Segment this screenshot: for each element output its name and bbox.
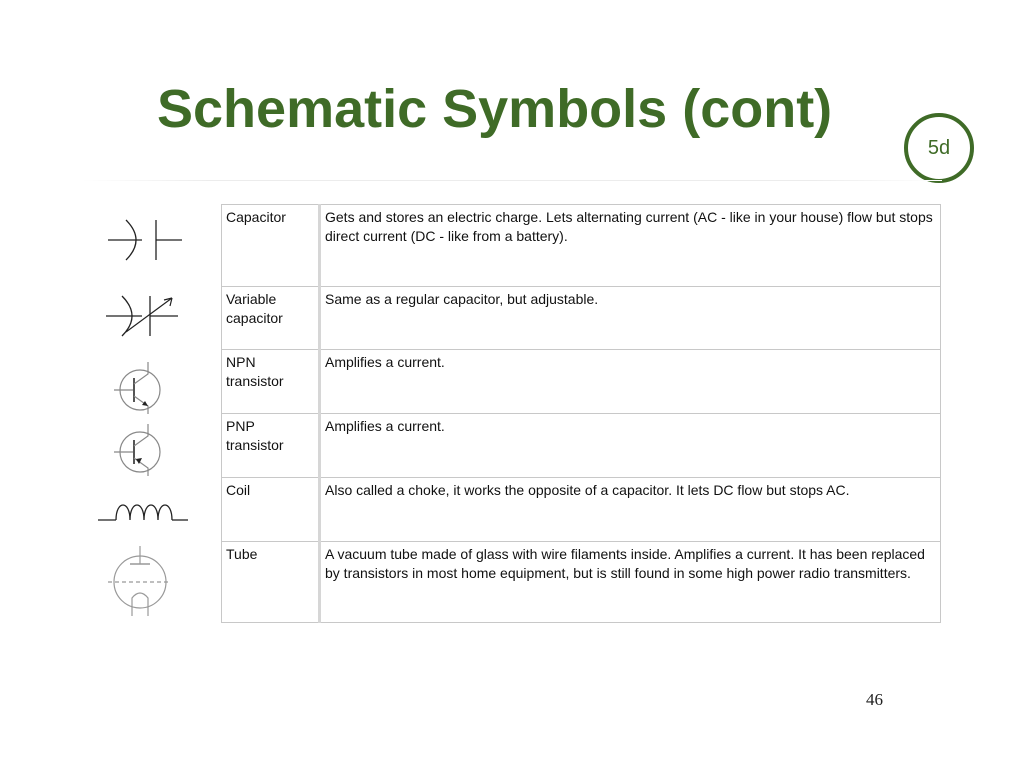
page-number: 46: [866, 690, 883, 709]
symbol-name: Coil: [222, 478, 320, 542]
section-badge: 5d: [904, 113, 974, 183]
symbol-name: PNP transistor: [222, 414, 320, 478]
symbol-description: Amplifies a current.: [320, 414, 941, 478]
symbol-description: Gets and stores an electric charge. Lets alternating current (AC - like in your house) flow but stops direct current (DC - like from a battery).: [320, 205, 941, 287]
table-row: [222, 414, 941, 478]
npn-transistor-icon: [112, 360, 172, 416]
symbol-description: Same as a regular capacitor, but adjustable.: [320, 287, 941, 350]
symbol-name: NPN transistor: [222, 350, 320, 414]
symbols-table: [221, 204, 941, 623]
symbol-column: [92, 200, 192, 620]
symbol-description: Amplifies a current.: [320, 350, 941, 414]
table-row: [222, 542, 941, 623]
symbol-description: Also called a choke, it works the opposite of a capacitor. It lets DC flow but stops AC.: [320, 478, 941, 542]
table-row: [222, 478, 941, 542]
symbol-name: Tube: [222, 542, 320, 623]
coil-icon: [96, 494, 188, 524]
table-row: [222, 205, 941, 287]
vacuum-tube-icon: [106, 544, 176, 618]
variable-capacitor-icon: [100, 292, 184, 340]
symbol-name: Capacitor: [222, 205, 320, 287]
capacitor-icon: [100, 214, 184, 266]
table-row: [222, 350, 941, 414]
table-row: [222, 287, 941, 350]
title-divider: [82, 180, 942, 181]
slide-title: Schematic Symbols (cont): [157, 79, 833, 139]
symbol-name: Variable capacitor: [222, 287, 320, 350]
symbol-description: A vacuum tube made of glass with wire filaments inside. Amplifies a current. It has been replaced by transistors in most home equipment, but is still found in some high power radio transmitters.: [320, 542, 941, 623]
pnp-transistor-icon: [112, 422, 172, 478]
